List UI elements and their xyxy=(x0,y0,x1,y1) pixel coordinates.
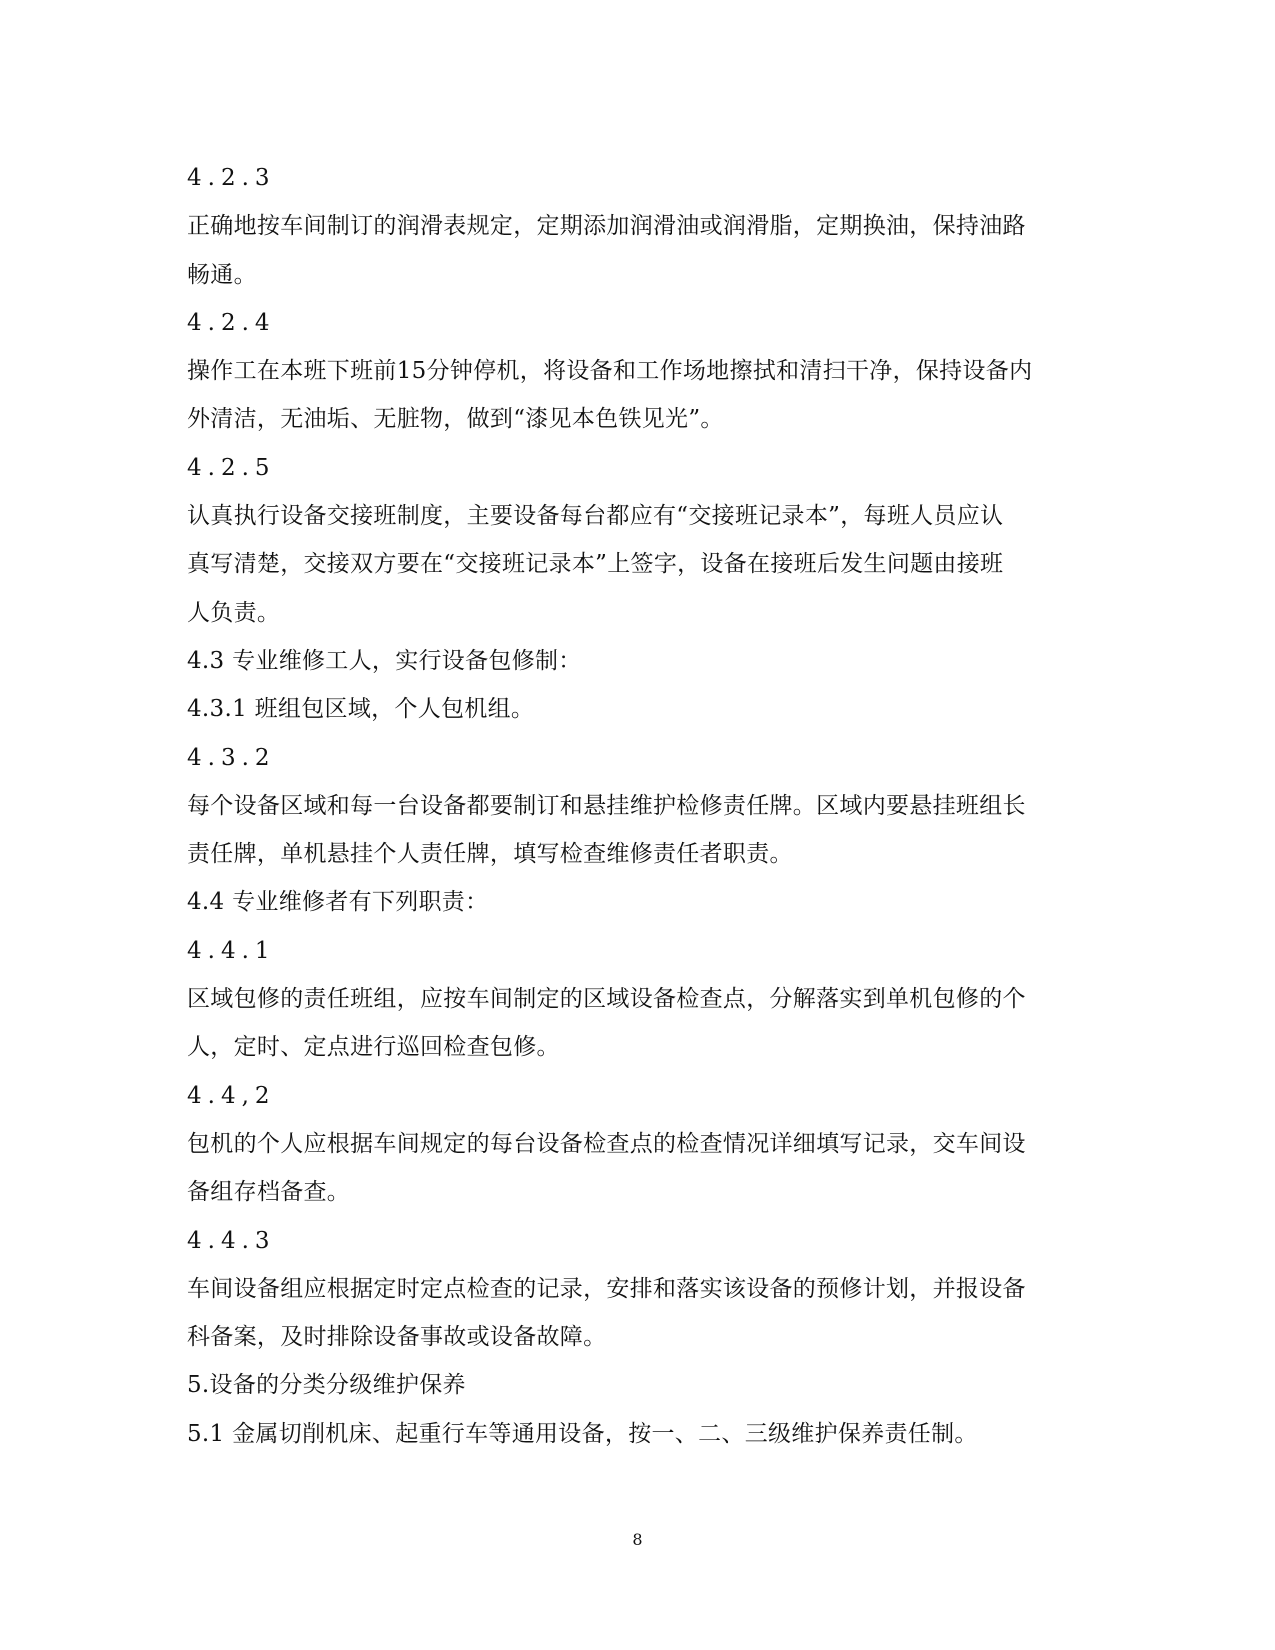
text-line: 人负责。 xyxy=(187,599,281,626)
text-line: 4.3 专业维修工人，实行设备包修制： xyxy=(187,647,582,674)
text-line: 车间设备组应根据定时定点检查的记录，安排和落实该设备的预修计划，并报设备 xyxy=(187,1275,1026,1302)
section-number: 4.4.1 xyxy=(187,937,276,964)
text-line: 每个设备区域和每一台设备都要制订和悬挂维护检修责任牌。区域内要悬挂班组长 xyxy=(187,792,1026,819)
text-line: 科备案，及时排除设备事故或设备故障。 xyxy=(187,1324,607,1351)
text-line: 4.3.1 班组包区域，个人包机组。 xyxy=(187,696,535,723)
page-number: 8 xyxy=(632,1530,643,1549)
text-line: 认真执行设备交接班制度，主要设备每台都应有“交接班记录本”，每班人员应认 xyxy=(187,503,1004,530)
section-number: 4.3.2 xyxy=(187,744,276,771)
section-number: 4.4,2 xyxy=(187,1082,276,1109)
section-number: 4.2.3 xyxy=(187,165,276,191)
text-line: 外清洁，无油垢、无脏物，做到“漆见本色铁见光”。 xyxy=(187,406,724,433)
text-line: 备组存档备查。 xyxy=(187,1179,351,1206)
text-line: 操作工在本班下班前15分钟停机，将设备和工作场地擦拭和清扫干净，保持设备内 xyxy=(187,358,1033,385)
text-line: 5.1 金属切削机床、起重行车等通用设备，按一、二、三级维护保养责任制。 xyxy=(187,1420,978,1447)
section-number: 4.4.3 xyxy=(187,1227,276,1254)
section-number: 4.2.5 xyxy=(187,454,276,481)
text-line: 包机的个人应根据车间规定的每台设备检查点的检查情况详细填写记录，交车间设 xyxy=(187,1130,1026,1157)
text-line: 正确地按车间制订的润滑表规定，定期添加润滑油或润滑脂，定期换油，保持油路 xyxy=(187,213,1026,240)
text-line: 5.设备的分类分级维护保养 xyxy=(187,1372,466,1399)
text-line: 4.4 专业维修者有下列职责： xyxy=(187,889,489,916)
text-line: 区域包修的责任班组，应按车间制定的区域设备检查点，分解落实到单机包修的个 xyxy=(187,986,1026,1013)
section-number: 4.2.4 xyxy=(187,309,276,336)
text-line: 真写清楚，交接双方要在“交接班记录本”上签字，设备在接班后发生问题由接班 xyxy=(187,551,1004,578)
text-line: 责任牌，单机悬挂个人责任牌，填写检查维修责任者职责。 xyxy=(187,841,793,868)
text-line: 人，定时、定点进行巡回检查包修。 xyxy=(187,1034,560,1061)
text-line: 畅通。 xyxy=(187,261,257,288)
document-body xyxy=(187,154,1087,1458)
